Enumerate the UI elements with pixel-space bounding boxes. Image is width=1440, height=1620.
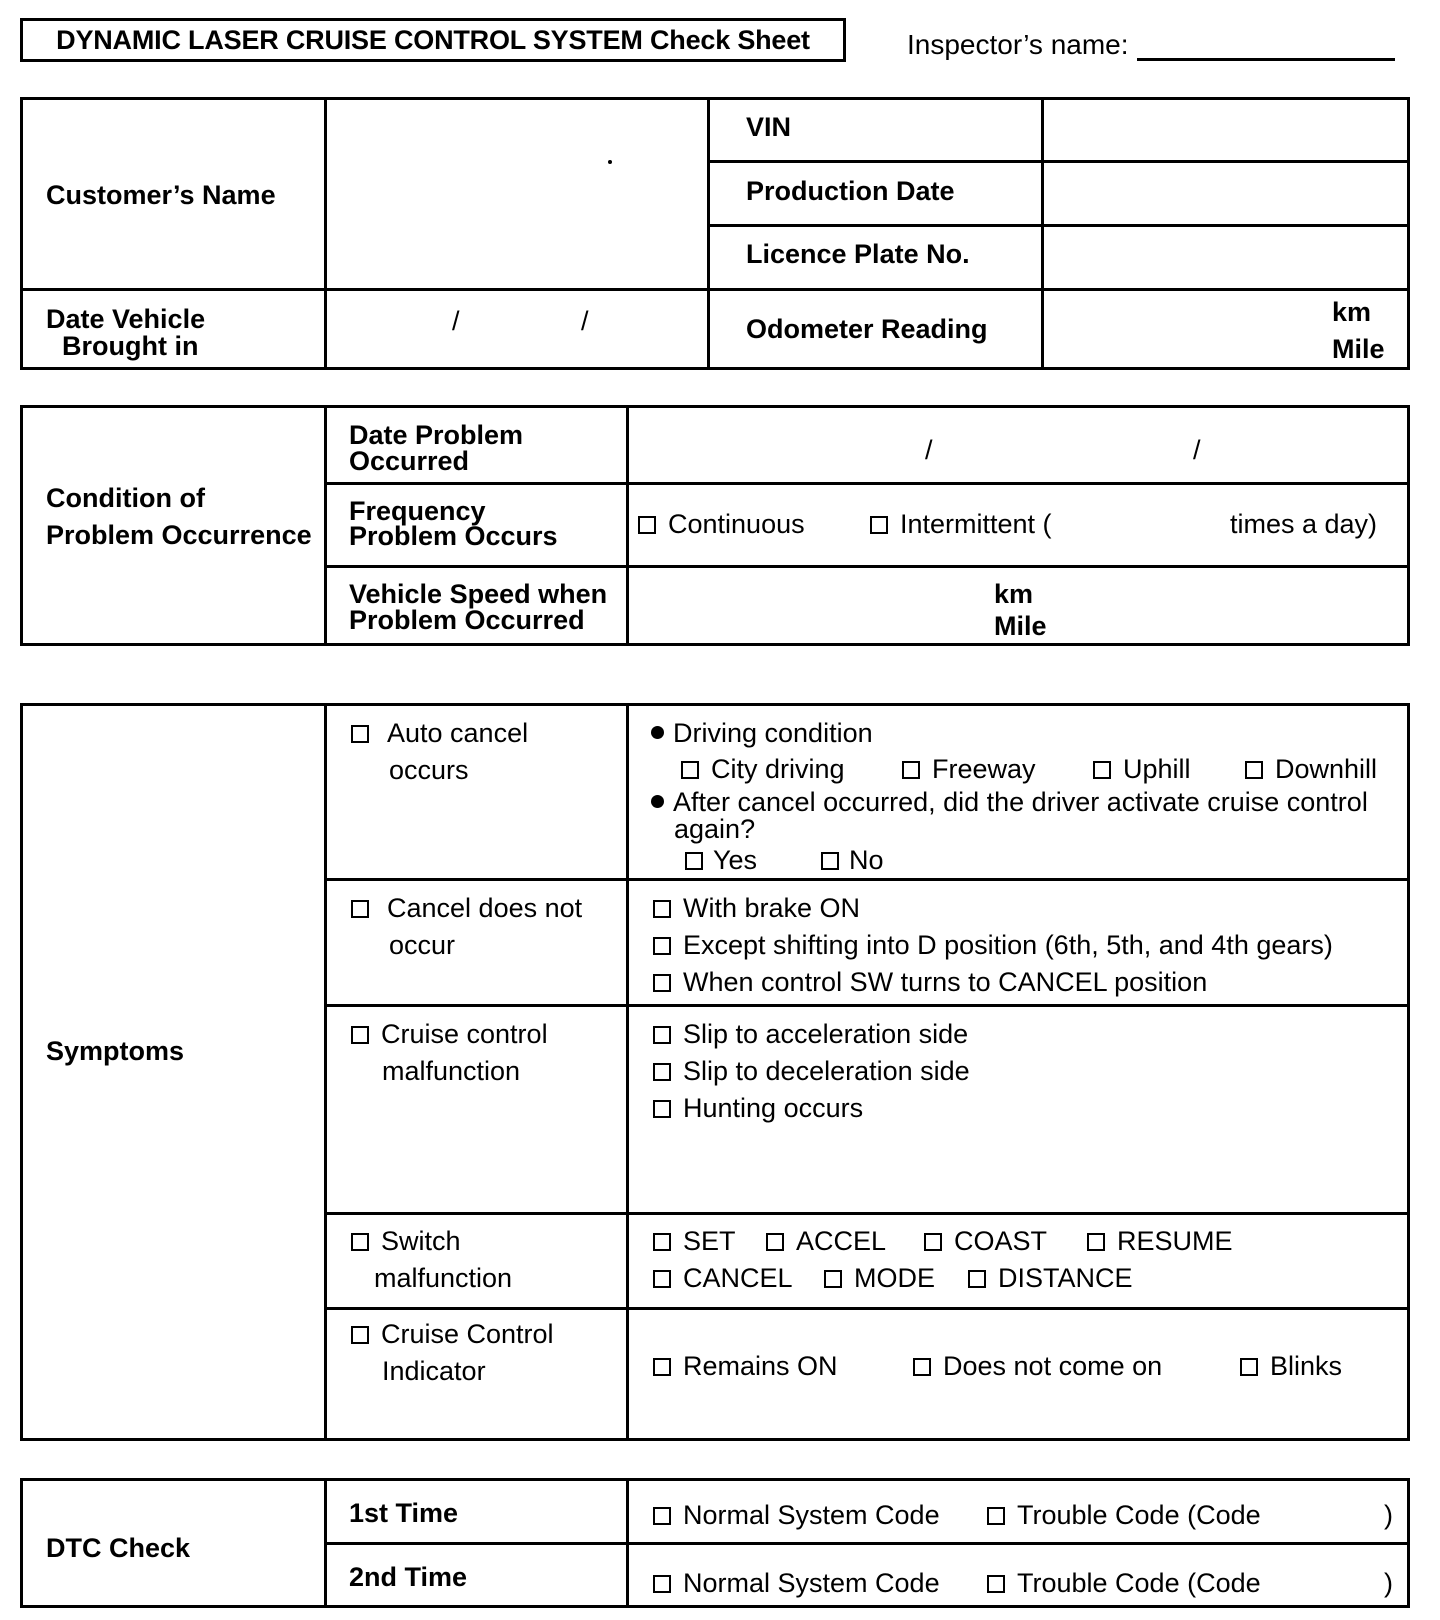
reactivate-question-line1: After cancel occurred, did the driver activate cruise control: [673, 787, 1368, 817]
date-brought-label-line2: Brought in: [62, 331, 199, 361]
dtc-first-close-paren: ): [1384, 1500, 1393, 1530]
hunting-checkbox[interactable]: [653, 1100, 671, 1118]
indicator-label-line1: Cruise Control: [381, 1319, 554, 1349]
switch-set-checkbox[interactable]: [653, 1233, 671, 1251]
dtc-second-normal-checkbox[interactable]: [653, 1575, 671, 1593]
odometer-unit-mile: Mile: [1332, 334, 1385, 364]
brake-on-checkbox[interactable]: [653, 900, 671, 918]
stray-dot: [608, 160, 612, 164]
condition-section-label-line2: Problem Occurrence: [46, 520, 312, 550]
indicator-checkbox[interactable]: [351, 1326, 369, 1344]
city-driving-label: City driving: [711, 754, 845, 784]
uphill-option[interactable]: [1093, 755, 1191, 783]
switch-resume-option[interactable]: [1087, 1227, 1233, 1255]
switch-coast-option[interactable]: [924, 1227, 1047, 1255]
dtc-second-trouble-option[interactable]: [987, 1569, 1261, 1597]
control-sw-cancel-checkbox[interactable]: [653, 974, 671, 992]
speed-label-line1: Vehicle Speed when: [349, 579, 608, 609]
dtc-second-normal-label: Normal System Code: [683, 1568, 940, 1598]
vin-input[interactable]: [1044, 100, 1407, 160]
driving-condition-heading: [651, 719, 873, 747]
date-problem-label-line2: Occurred: [349, 446, 470, 476]
slip-deceleration-label: Slip to deceleration side: [683, 1056, 970, 1086]
switch-coast-checkbox[interactable]: [924, 1233, 942, 1251]
condition-section-label-line1: Condition of: [46, 483, 205, 513]
indicator-option[interactable]: [351, 1320, 554, 1348]
auto-cancel-label-line2: occurs: [389, 755, 469, 785]
check-sheet-title: DYNAMIC LASER CRUISE CONTROL SYSTEM Check Sheet: [20, 18, 846, 62]
switch-accel-label: ACCEL: [796, 1226, 887, 1256]
bullet-icon: [651, 726, 664, 739]
dtc-second-trouble-label: Trouble Code (Code: [1017, 1568, 1261, 1598]
vin-label: VIN: [746, 112, 792, 142]
speed-unit-mile: Mile: [994, 611, 1047, 641]
auto-cancel-option[interactable]: [351, 719, 528, 747]
cancel-not-occur-option[interactable]: [351, 894, 582, 922]
indicator-label-line2: Indicator: [382, 1356, 486, 1386]
dtc-first-normal-option[interactable]: [653, 1501, 940, 1529]
switch-malfunction-checkbox[interactable]: [351, 1233, 369, 1251]
odometer-unit-km: km: [1332, 297, 1372, 327]
dtc-first-normal-label: Normal System Code: [683, 1500, 940, 1530]
dtc-second-time-label: 2nd Time: [349, 1562, 468, 1592]
hunting-option[interactable]: [653, 1094, 863, 1122]
switch-distance-checkbox[interactable]: [968, 1270, 986, 1288]
not-come-on-checkbox[interactable]: [913, 1358, 931, 1376]
freeway-option[interactable]: [902, 755, 1036, 783]
reactivate-yes-label: Yes: [713, 845, 758, 875]
cancel-not-occur-checkbox[interactable]: [351, 900, 369, 918]
driving-condition-label: Driving condition: [673, 718, 873, 748]
dtc-first-time-label: 1st Time: [349, 1498, 459, 1528]
frequency-label-line2: Problem Occurs: [349, 521, 558, 551]
production-date-label: Production Date: [746, 176, 955, 206]
uphill-label: Uphill: [1123, 754, 1191, 784]
remains-on-option[interactable]: [653, 1352, 838, 1380]
switch-distance-option[interactable]: [968, 1264, 1133, 1292]
inspector-name-field[interactable]: [907, 28, 1395, 61]
switch-resume-checkbox[interactable]: [1087, 1233, 1105, 1251]
date-problem-separator-1: /: [925, 435, 933, 465]
control-sw-cancel-option[interactable]: [653, 968, 1207, 996]
city-driving-checkbox[interactable]: [681, 761, 699, 779]
dtc-first-trouble-option[interactable]: [987, 1501, 1261, 1529]
blinks-option[interactable]: [1240, 1352, 1342, 1380]
odometer-label: Odometer Reading: [746, 314, 988, 344]
intermittent-label: Intermittent (: [900, 509, 1052, 539]
reactivate-yes-option[interactable]: [685, 846, 757, 874]
downhill-option[interactable]: [1245, 755, 1377, 783]
reactivate-yes-checkbox[interactable]: [685, 852, 703, 870]
continuous-option[interactable]: [638, 510, 805, 538]
slip-deceleration-checkbox[interactable]: [653, 1063, 671, 1081]
city-driving-option[interactable]: [681, 755, 845, 783]
date-brought-label-line1: Date Vehicle: [46, 304, 206, 334]
switch-malfunction-label-line1: Switch: [381, 1226, 461, 1256]
hunting-label: Hunting occurs: [683, 1093, 864, 1123]
freeway-label: Freeway: [932, 754, 1036, 784]
reactivate-no-label: No: [849, 845, 884, 875]
inspector-name-line[interactable]: [1137, 28, 1395, 61]
dtc-first-trouble-checkbox[interactable]: [987, 1507, 1005, 1525]
switch-cancel-option[interactable]: [653, 1264, 793, 1292]
reactivate-question-line2: again?: [674, 814, 756, 844]
licence-plate-input[interactable]: [1044, 227, 1407, 288]
not-come-on-label: Does not come on: [943, 1351, 1163, 1381]
dtc-second-trouble-checkbox[interactable]: [987, 1575, 1005, 1593]
except-shifting-option[interactable]: [653, 931, 1333, 959]
switch-mode-label: MODE: [854, 1263, 935, 1293]
uphill-checkbox[interactable]: [1093, 761, 1111, 779]
brake-on-label: With brake ON: [683, 893, 861, 923]
reactivate-no-option[interactable]: [821, 846, 884, 874]
licence-plate-label: Licence Plate No.: [746, 239, 970, 269]
auto-cancel-checkbox[interactable]: [351, 725, 369, 743]
cruise-malfunction-label-line1: Cruise control: [381, 1019, 548, 1049]
switch-mode-option[interactable]: [824, 1264, 935, 1292]
bullet-icon: [651, 795, 664, 808]
switch-coast-label: COAST: [954, 1226, 1048, 1256]
symptoms-section-label: Symptoms: [46, 1036, 185, 1066]
switch-set-option[interactable]: [653, 1227, 736, 1255]
auto-cancel-label-line1: Auto cancel: [387, 718, 529, 748]
intermittent-checkbox[interactable]: [870, 516, 888, 534]
reactivate-question: [651, 788, 1368, 816]
dtc-section-label: DTC Check: [46, 1533, 191, 1563]
times-a-day-label: times a day): [1230, 509, 1378, 539]
blinks-label: Blinks: [1270, 1351, 1343, 1381]
switch-malfunction-label-line2: malfunction: [374, 1263, 513, 1293]
switch-resume-label: RESUME: [1117, 1226, 1233, 1256]
production-date-input[interactable]: [1044, 163, 1407, 224]
switch-accel-checkbox[interactable]: [766, 1233, 784, 1251]
switch-mode-checkbox[interactable]: [824, 1270, 842, 1288]
except-shifting-label: Except shifting into D position (6th, 5th, and 4th gears): [683, 930, 1333, 960]
cancel-not-occur-label-line1: Cancel does not: [387, 893, 583, 923]
cruise-malfunction-checkbox[interactable]: [351, 1026, 369, 1044]
switch-cancel-label: CANCEL: [683, 1263, 793, 1293]
date-problem-separator-2: /: [1193, 435, 1201, 465]
speed-unit-km: km: [994, 579, 1034, 609]
cruise-malfunction-label-line2: malfunction: [382, 1056, 521, 1086]
date-problem-label-line1: Date Problem: [349, 420, 524, 450]
switch-set-label: SET: [683, 1226, 736, 1256]
continuous-label: Continuous: [668, 509, 805, 539]
dtc-second-close-paren: ): [1384, 1568, 1393, 1598]
switch-accel-option[interactable]: [766, 1227, 886, 1255]
date-brought-separator-1: /: [452, 306, 460, 336]
remains-on-checkbox[interactable]: [653, 1358, 671, 1376]
speed-label-line2: Problem Occurred: [349, 605, 585, 635]
date-brought-separator-2: /: [581, 306, 589, 336]
customer-name-label: Customer’s Name: [46, 180, 276, 210]
control-sw-cancel-label: When control SW turns to CANCEL position: [683, 967, 1208, 997]
switch-malfunction-option[interactable]: [351, 1227, 461, 1255]
dtc-first-trouble-label: Trouble Code (Code: [1017, 1500, 1261, 1530]
cancel-not-occur-label-line2: occur: [389, 930, 456, 960]
intermittent-option[interactable]: [870, 510, 1052, 538]
switch-cancel-checkbox[interactable]: [653, 1270, 671, 1288]
blinks-checkbox[interactable]: [1240, 1358, 1258, 1376]
switch-distance-label: DISTANCE: [998, 1263, 1133, 1293]
remains-on-label: Remains ON: [683, 1351, 838, 1381]
downhill-checkbox[interactable]: [1245, 761, 1263, 779]
slip-acceleration-checkbox[interactable]: [653, 1026, 671, 1044]
frequency-label-line1: Frequency: [349, 496, 486, 526]
not-come-on-option[interactable]: [913, 1352, 1162, 1380]
reactivate-no-checkbox[interactable]: [821, 852, 839, 870]
slip-acceleration-option[interactable]: [653, 1020, 968, 1048]
downhill-label: Downhill: [1275, 754, 1378, 784]
freeway-checkbox[interactable]: [902, 761, 920, 779]
brake-on-option[interactable]: [653, 894, 860, 922]
dtc-second-normal-option[interactable]: [653, 1569, 940, 1597]
dtc-first-normal-checkbox[interactable]: [653, 1507, 671, 1525]
cruise-malfunction-option[interactable]: [351, 1020, 548, 1048]
slip-acceleration-label: Slip to acceleration side: [683, 1019, 969, 1049]
customer-name-input[interactable]: [327, 100, 707, 288]
continuous-checkbox[interactable]: [638, 516, 656, 534]
inspector-name-label: Inspector’s name:: [907, 29, 1129, 60]
slip-deceleration-option[interactable]: [653, 1057, 970, 1085]
except-shifting-checkbox[interactable]: [653, 937, 671, 955]
